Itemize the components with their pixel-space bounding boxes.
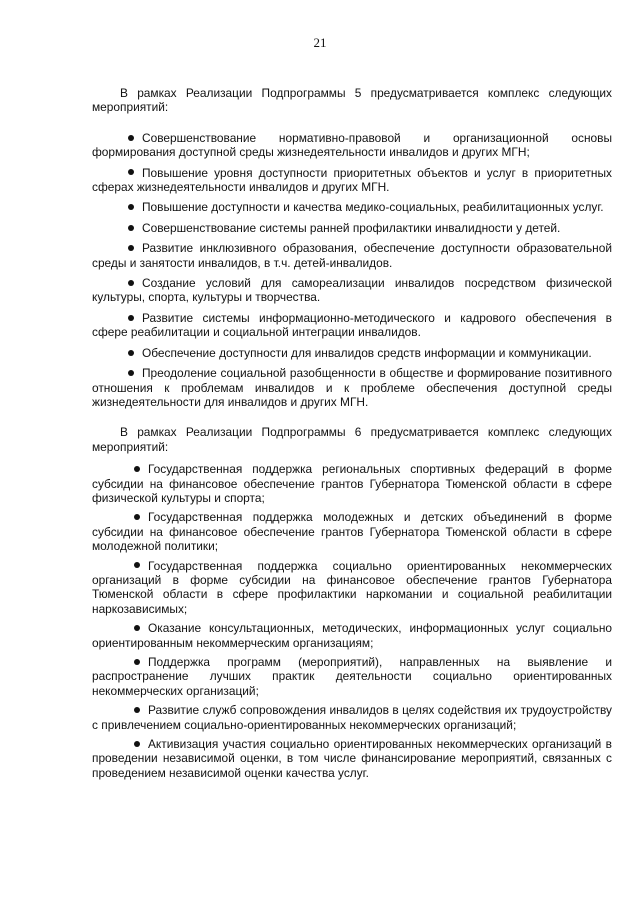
section-intro: В рамках Реализации Подпрограммы 6 предусматривается комплекс следующих мероприятий: xyxy=(92,425,612,454)
list-item-text: Поддержка программ (мероприятий), направленных на выявление и распространение лучших практик деятельности социально ориентированных некоммерческих организаций; xyxy=(92,655,612,698)
bullet-icon xyxy=(128,204,134,210)
bullet-icon xyxy=(128,315,134,321)
subprogram-6-section xyxy=(92,425,612,780)
list-item-text: Повышение уровня доступности приоритетных объектов и услуг в приоритетных сферах жизнедеятельности инвалидов и других МГН. xyxy=(92,165,612,195)
list-item-text: Преодоление социальной разобщенности в обществе и формирование позитивного отношения к проблемам инвалидов и к проблеме обеспечения доступной среды жизнедеятельности для инвалидов и других МГН. xyxy=(92,366,612,409)
list-item-text: Развитие инклюзивного образования, обеспечение доступности образовательной среды и занятости инвалидов, в т.ч. детей-инвалидов. xyxy=(92,241,612,270)
list-item xyxy=(92,655,612,698)
list-item xyxy=(92,703,612,732)
list-item-text: Совершенствование нормативно-правовой и организационной основы формирования доступной среды жизнедеятельности инвалидов и других МГН; xyxy=(92,130,612,160)
bullet-icon xyxy=(134,659,140,665)
bullet-icon xyxy=(128,135,134,141)
bullet-icon xyxy=(134,707,140,713)
section-intro: В рамках Реализации Подпрограммы 5 предусматривается комплекс следующих мероприятий: xyxy=(92,86,612,115)
list-item xyxy=(92,131,612,160)
list-item xyxy=(92,166,612,195)
list-item xyxy=(92,621,612,650)
list-item-text: Создание условий для самореализации инвалидов посредством физической культуры, спорта, культуры и творчества. xyxy=(92,276,612,305)
list-item-text: Оказание консультационных, методических, информационных услуг социально ориентированным некоммерческим организациям; xyxy=(92,621,612,650)
bullet-icon xyxy=(128,350,134,356)
list-item xyxy=(92,221,612,235)
bullet-icon xyxy=(128,169,134,175)
bullet-icon xyxy=(128,225,134,231)
list-item xyxy=(92,559,612,617)
list-item-text: Повышение доступности и качества медико-социальных, реабилитационных услуг. xyxy=(142,200,604,215)
measures-list xyxy=(92,131,612,410)
subprogram-5-section xyxy=(92,86,612,409)
bullet-icon xyxy=(134,562,140,568)
bullet-icon xyxy=(128,245,134,251)
list-item xyxy=(92,311,612,340)
list-item-text: Государственная поддержка региональных спортивных федераций в форме субсидии на финансовое обеспечение грантов Губернатора Тюменской области в сфере физической культуры и спорта; xyxy=(92,462,612,505)
list-item xyxy=(92,366,612,409)
list-item xyxy=(92,241,612,270)
list-item-text: Государственная поддержка социально ориентированных некоммерческих организаций в форме субсидии на финансовое обеспечение грантов Губернатора Тюменской области в сфере профилактики наркомании и социальной реабилитации наркозависимых; xyxy=(92,558,612,616)
list-item-text: Развитие системы информационно-методического и кадрового обеспечения в сфере реабилитации и социальной интеграции инвалидов. xyxy=(92,310,612,340)
page-number: 21 xyxy=(313,35,327,50)
bullet-icon xyxy=(134,514,140,520)
list-item-text: Совершенствование системы ранней профилактики инвалидности у детей. xyxy=(142,220,561,235)
list-item-text: Государственная поддержка молодежных и детских объединений в форме субсидии на финансовое обеспечение грантов Губернатора Тюменской области в сфере молодежной политики; xyxy=(92,510,612,554)
list-item xyxy=(92,346,612,360)
page-content xyxy=(92,86,612,785)
bullet-icon xyxy=(134,625,140,631)
list-item-text: Активизация участия социально ориентированных некоммерческих организаций в проведении независимой оценки, в том числе финансирование мероприятий, связанных с проведением независимой оценки качества услуг. xyxy=(92,737,612,780)
bullet-icon xyxy=(128,370,134,376)
list-item xyxy=(92,510,612,553)
list-item xyxy=(92,737,612,780)
list-item xyxy=(92,462,612,505)
list-item-text: Развитие служб сопровождения инвалидов в целях содействия их трудоустройству с привлечением социально-ориентированных некоммерческих организаций; xyxy=(92,703,612,732)
measures-list xyxy=(92,462,612,780)
list-item xyxy=(92,276,612,305)
list-item-text: Обеспечение доступности для инвалидов средств информации и коммуникации. xyxy=(142,345,592,360)
list-item xyxy=(92,200,612,214)
bullet-icon xyxy=(134,466,140,472)
bullet-icon xyxy=(128,280,134,286)
bullet-icon xyxy=(134,741,140,747)
